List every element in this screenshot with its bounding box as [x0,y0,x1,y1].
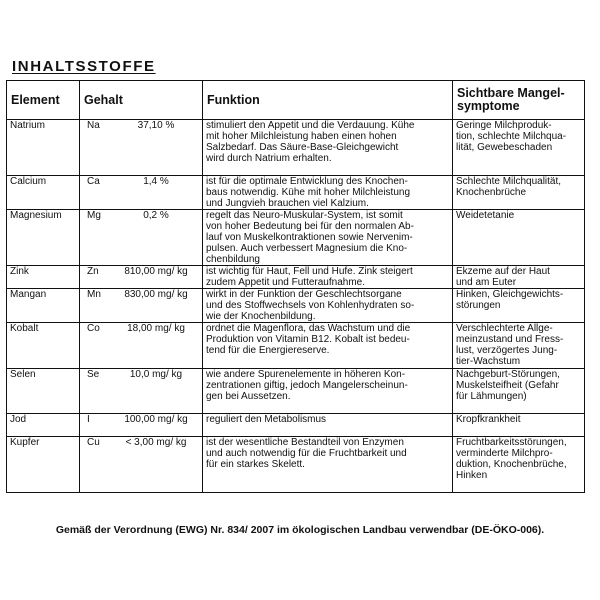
gehalt-cell [80,369,203,414]
element-name: Mangan [7,289,80,323]
symptoms-text: Kropfkrankheit [453,414,585,437]
element-name: Kobalt [7,323,80,369]
table-row [7,289,585,323]
header-funktion: Funktion [203,81,453,120]
element-name: Kupfer [7,437,80,493]
function-text: stimuliert den Appetit und die Verdauung. Kühe mit hoher Milchleistung haben einen hohen Salzbedarf. Das Säure-Base-Gleichgewicht wird durch Natrium erhalten. [203,120,453,176]
element-symbol: Cu [87,437,100,448]
element-amount: 0,2 % [143,210,169,221]
element-name: Magnesium [7,210,80,266]
element-name: Selen [7,369,80,414]
function-text: regelt das Neuro-Muskular-System, ist somit von hoher Bedeutung bei für den normalen Ab- lauf von Muskelkontraktionen sowie Nervenim- pulsen. Auch verbessert Magnesium die Kno- chenbildung [203,210,453,266]
table-row [7,369,585,414]
element-name: Natrium [7,120,80,176]
function-text: ordnet die Magenflora, das Wachstum und die Produktion von Vitamin B12. Kobalt ist bedeu- tend für die Energiereserve. [203,323,453,369]
element-amount: 830,00 mg/ kg [124,289,188,300]
gehalt-cell [80,289,203,323]
table-header-row [7,81,585,120]
symptoms-text: Hinken, Gleichgewichts- störungen [453,289,585,323]
function-text: wie andere Spurenelemente in höheren Kon- zentrationen giftig, jedoch Mangelerscheinun- gen bei Aussetzen. [203,369,453,414]
gehalt-cell [80,266,203,289]
element-symbol: Se [87,369,100,380]
symptoms-text: Schlechte Milchqualität, Knochenbrüche [453,176,585,210]
symptoms-text: Nachgeburt-Störungen, Muskelsteifheit (Gefahr für Lähmungen) [453,369,585,414]
element-amount: 1,4 % [143,176,169,187]
symptoms-text: Ekzeme auf der Haut und am Euter [453,266,585,289]
element-name: Jod [7,414,80,437]
gehalt-cell [80,210,203,266]
symptoms-text: Fruchtbarkeitsstörungen, verminderte Milchpro- duktion, Knochenbrüche, Hinken [453,437,585,493]
header-mangelsymptome: Sichtbare Mangel- symptome [453,81,585,120]
symptoms-text: Verschlechterte Allge- meinzustand und Fress- lust, verzögertes Jung- tier-Wachstum [453,323,585,369]
element-name: Calcium [7,176,80,210]
gehalt-cell [80,120,203,176]
header-element: Element [7,81,80,120]
element-amount: 810,00 mg/ kg [124,266,188,277]
gehalt-cell [80,176,203,210]
header-gehalt: Gehalt [80,81,203,120]
nutrients-table [6,80,585,493]
element-amount: < 3,00 mg/ kg [125,437,187,448]
table-row [7,437,585,493]
page-title: INHALTSSTOFFE [12,58,156,75]
table-body [7,120,585,493]
regulation-footnote: Gemäß der Verordnung (EWG) Nr. 834/ 2007 im ökologischen Landbau verwendbar (DE-ÖKO-006). [55,524,545,536]
table-row [7,266,585,289]
function-text: ist für die optimale Entwicklung des Knochen- baus notwendig. Kühe mit hoher Milchleistung und Jungvieh brauchen viel Kalzium. [203,176,453,210]
element-amount: 10,0 mg/ kg [129,369,183,380]
element-symbol: Co [87,323,100,334]
gehalt-cell [80,437,203,493]
gehalt-cell [80,414,203,437]
element-symbol: Mn [87,289,101,300]
element-amount: 100,00 mg/ kg [124,414,188,425]
symptoms-text: Geringe Milchproduk- tion, schlechte Milchqua- lität, Gewebeschaden [453,120,585,176]
table-row [7,176,585,210]
symptoms-text: Weidetetanie [453,210,585,266]
element-symbol: Mg [87,210,101,221]
table-row [7,120,585,176]
table-row [7,414,585,437]
gehalt-cell [80,323,203,369]
function-text: reguliert den Metabolismus [203,414,453,437]
element-symbol: Ca [87,176,100,187]
element-symbol: Zn [87,266,99,277]
function-text: wirkt in der Funktion der Geschlechtsorgane und des Stoffwechsels von Kohlenhydraten so- wie der Knochenbildung. [203,289,453,323]
element-name: Zink [7,266,80,289]
function-text: ist der wesentliche Bestandteil von Enzymen und auch notwendig für die Fruchtbarkeit und für ein starkes Skelett. [203,437,453,493]
element-amount: 37,10 % [137,120,175,131]
table-row [7,323,585,369]
element-symbol: Na [87,120,100,131]
element-amount: 18,00 mg/ kg [127,323,185,334]
function-text: ist wichtig für Haut, Fell und Hufe. Zink steigert zudem Appetit und Futteraufnahme. [203,266,453,289]
element-symbol: I [87,414,90,425]
table-row [7,210,585,266]
